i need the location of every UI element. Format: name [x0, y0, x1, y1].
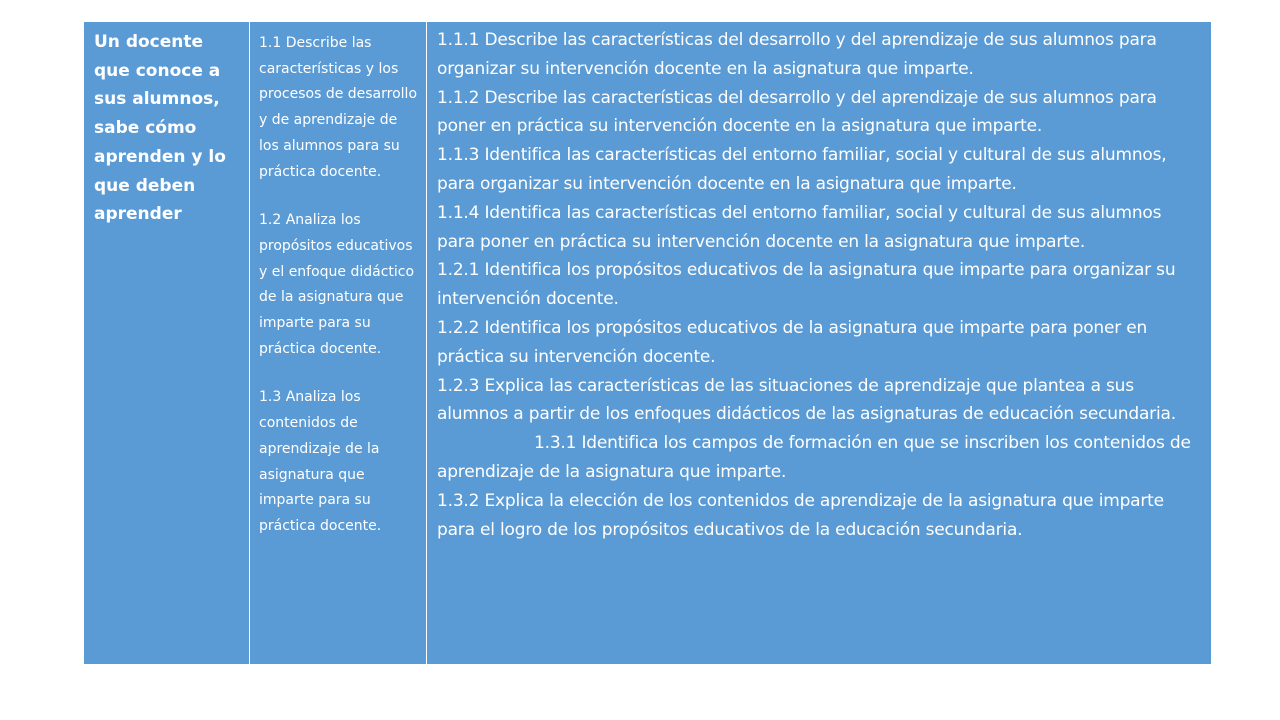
dimension-item: 1.1 Describe las características y los procesos de desarrollo y de aprendizaje de los alumnos para su práctica docente. — [259, 35, 418, 180]
dimension-item: 1.2 Analiza los propósitos educativos y el enfoque didáctico de la asignatura que imparte para su práctica docente. — [259, 212, 415, 357]
indicator-item: 1.1.4 Identifica las características del entorno familiar, social y cultural de sus alumnos para poner en práctica su intervención docente en la asignatura que imparte. — [437, 202, 1162, 252]
dimension-item: 1.3 Analiza los contenidos de aprendizaje de la asignatura que imparte para su práctica docente. — [259, 389, 382, 534]
indicator-item: 1.1.3 Identifica las características del entorno familiar, social y cultural de sus alumnos, para organizar su intervención docente en la asignatura que imparte. — [437, 145, 1167, 194]
indicator-item: 1.2.1 Identifica los propósitos educativos de la asignatura que imparte para organizar su intervención docente. — [437, 260, 1176, 310]
indicator-item: 1.3.1 Identifica los campos de formación en que se inscriben los contenidos de aprendizaje de la asignatura que imparte. — [437, 433, 1191, 482]
indicator-item: 1.1.1 Describe las características del desarrollo y del aprendizaje de sus alumnos para organizar su intervención docente en la asignatura que imparte. — [437, 30, 1157, 79]
indicator-item: 1.1.2 Describe las características del desarrollo y del aprendizaje de sus alumnos para poner en práctica su intervención docente en la asignatura que imparte. — [437, 87, 1157, 137]
indicator-item: 1.2.3 Explica las características de las situaciones de aprendizaje que plantea a sus alumnos a partir de los enfoques didácticos de las asignaturas de educación secundaria. — [437, 375, 1176, 425]
indicator-item: 1.2.2 Identifica los propósitos educativos de la asignatura que imparte para poner en práctica su intervención docente. — [437, 317, 1148, 367]
indicators-cell — [427, 22, 1211, 664]
competency-table — [84, 22, 1211, 664]
competency-text: Un docente que conoce a sus alumnos, sabe cómo aprenden y lo que deben aprender — [94, 32, 226, 225]
competency-cell — [84, 22, 250, 664]
indicator-item: 1.3.2 Explica la elección de los contenidos de aprendizaje de la asignatura que imparte para el logro de los propósitos educativos de la educación secundaria. — [437, 490, 1164, 540]
dimensions-cell — [250, 22, 427, 664]
